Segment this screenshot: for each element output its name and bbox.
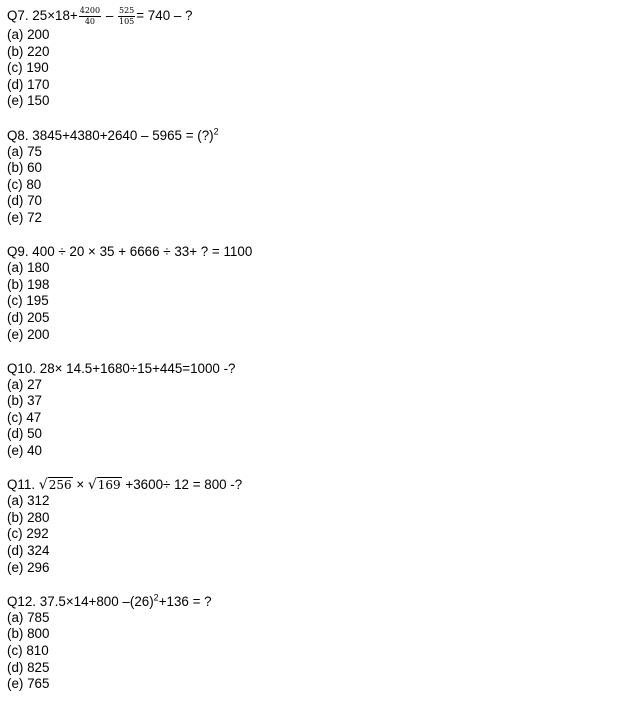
option-d: (d) 50 (7, 426, 42, 442)
option-c: (c) 810 (7, 643, 49, 658)
question-sheet (7, 5, 617, 693)
option-e: (e) 765 (7, 676, 50, 692)
option-b: (b) 800 (7, 626, 50, 642)
question-7-prefix: Q7. 25×18+ (7, 8, 78, 23)
option-c: (c) 195 (7, 293, 49, 309)
question-10-text: Q10. 28× 14.5+1680÷15+445=1000 -? (7, 360, 236, 376)
fraction-numerator: 4200 (79, 5, 101, 15)
question-8 (7, 127, 617, 227)
fraction-numerator: 525 (118, 5, 135, 15)
option-e: (e) 296 (7, 559, 50, 575)
fraction-525-over-105 (118, 6, 135, 27)
spacer (7, 343, 617, 360)
spacer (7, 576, 617, 593)
option-e: (e) 40 (7, 443, 42, 459)
option-d: (d) 70 (7, 193, 42, 209)
option-c: (c) 80 (7, 176, 42, 192)
question-11-suffix: +3600÷ 12 = 800 -? (121, 477, 243, 493)
option-c: (c) 190 (7, 60, 49, 76)
question-11 (7, 476, 617, 576)
question-9 (7, 243, 617, 343)
spacer (7, 110, 617, 127)
option-d: (d) 170 (7, 76, 50, 92)
times-sign: × (72, 477, 88, 493)
question-12 (7, 593, 617, 693)
fraction-denominator: 105 (118, 16, 135, 26)
question-8-prefix: Q8. 3845+4380+2640 – 5965 = (?) (7, 127, 214, 143)
option-e: (e) 150 (7, 93, 50, 109)
option-e: (e) 72 (7, 209, 42, 225)
minus-sign: – (102, 8, 117, 23)
option-b: (b) 198 (7, 276, 50, 292)
fraction-4200-over-40 (79, 6, 101, 27)
option-c: (c) 47 (7, 409, 42, 425)
option-a: (a) 200 (7, 27, 50, 42)
question-8-text (7, 127, 617, 144)
question-11-prefix: Q11. (7, 477, 39, 493)
option-b: (b) 220 (7, 43, 50, 59)
square-root-169 (88, 476, 122, 494)
superscript: 2 (213, 126, 219, 137)
option-a: (a) 27 (7, 376, 42, 392)
option-e: (e) 200 (7, 326, 50, 342)
question-7-suffix: = 740 – ? (136, 8, 193, 23)
square-root-256 (39, 476, 73, 494)
question-12-prefix: Q12. 37.5×14+800 –(26) (7, 593, 154, 609)
radicand: 256 (48, 478, 72, 493)
fraction-denominator: 40 (84, 16, 95, 26)
option-a: (a) 312 (7, 493, 50, 509)
question-7-text (7, 5, 617, 27)
option-d: (d) 205 (7, 309, 50, 325)
option-b: (b) 280 (7, 509, 50, 525)
question-10 (7, 360, 617, 460)
radical-sign: √ (87, 477, 97, 494)
option-d: (d) 324 (7, 543, 50, 559)
option-a: (a) 180 (7, 260, 50, 276)
radical-sign: √ (38, 477, 48, 494)
option-b: (b) 37 (7, 393, 42, 409)
option-d: (d) 825 (7, 659, 50, 675)
radicand: 169 (97, 478, 121, 493)
option-b: (b) 60 (7, 160, 42, 176)
question-12-text (7, 593, 617, 610)
question-12-suffix: +136 = ? (158, 593, 212, 609)
spacer (7, 227, 617, 244)
question-9-text: Q9. 400 ÷ 20 × 35 + 6666 ÷ 33+ ? = 1100 (7, 244, 253, 260)
spacer (7, 460, 617, 477)
option-a: (a) 785 (7, 609, 50, 625)
option-a: (a) 75 (7, 143, 42, 159)
option-c: (c) 292 (7, 526, 49, 542)
superscript: 2 (153, 592, 159, 603)
question-11-text (7, 476, 617, 493)
question-7 (7, 5, 617, 110)
